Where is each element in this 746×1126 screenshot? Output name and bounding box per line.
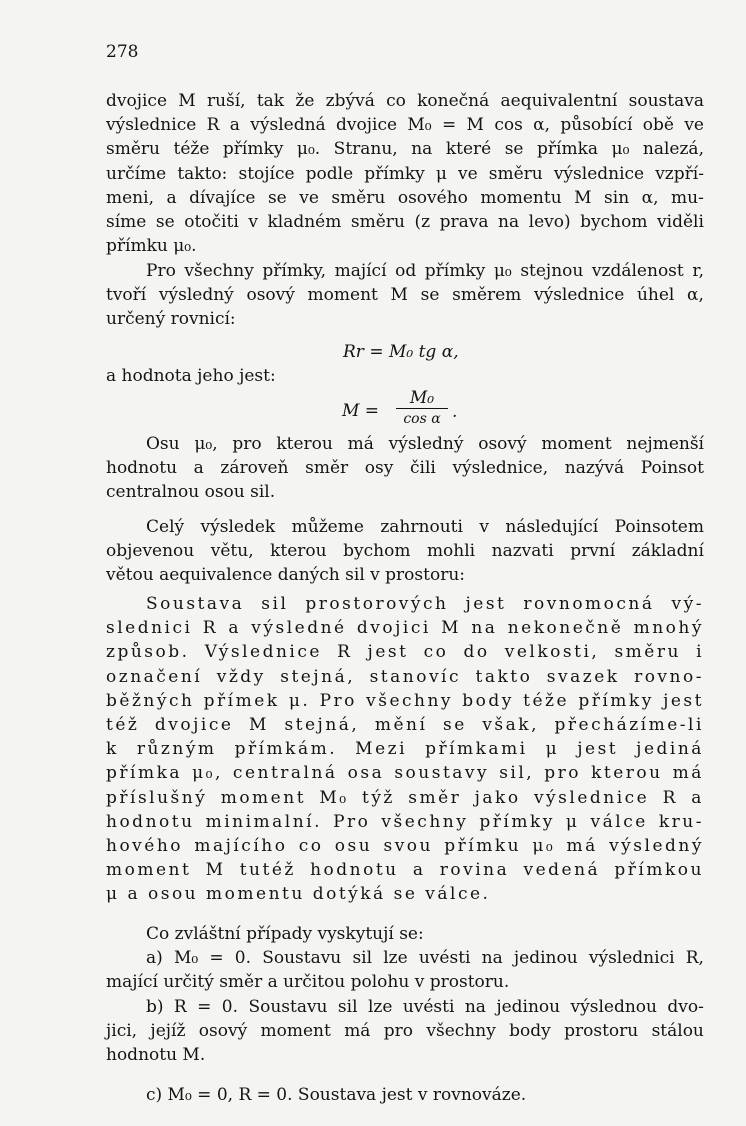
page-number: 278	[106, 42, 139, 62]
text-line: způsob. Výslednice R jest co do velkosti, směru i	[106, 642, 704, 663]
text-line: Soustava sil prostorových jest rovnomocná vý-	[146, 594, 704, 614]
text-line: Osu μ₀, pro kterou má výsledný osový moment nejmenší	[146, 434, 704, 454]
special-cases	[106, 922, 704, 1107]
text-line: tvoří výsledný osový moment M se směrem výslednice úhel α,	[106, 285, 704, 306]
fraction-numerator: M₀	[396, 388, 448, 409]
text-line: výslednice R a výsledná dvojice M₀ = M cos α, působící obě ve	[106, 115, 704, 136]
text-line: určený rovnicí:	[106, 309, 236, 330]
text-line: hodnotu M.	[106, 1044, 206, 1065]
text-line: dvojice M ruší, tak že zbývá co konečná aequivalentní soustava	[106, 91, 704, 111]
text-line: přímku μ₀.	[106, 236, 197, 257]
paragraph-3	[106, 432, 704, 505]
text-line: k různým přímkám. Mezi přímkami μ jest jediná	[106, 739, 704, 760]
case-a: a) M₀ = 0. Soustavu sil lze uvésti na jedinou výslednici R,	[146, 948, 704, 969]
text-line: síme se otočiti v kladném směru (z prava na levo) bychom viděli	[106, 211, 704, 232]
fraction-denominator: cos α	[403, 411, 441, 427]
case-b: b) R = 0. Soustavu sil lze uvésti na jedinou výslednou dvo-	[146, 996, 704, 1017]
text-line: Celý výsledek můžeme zahrnouti v následující Poinsotem	[146, 517, 704, 537]
text-line: větou aequivalence daných sil v prostoru:	[106, 565, 466, 586]
text-line: přímka μ₀, centralná osa soustavy sil, pro kterou má	[106, 763, 704, 784]
value-lead-text: a hodnota jeho jest:	[106, 366, 276, 386]
text-line: objevenou větu, kterou bychom mohli nazvati první základní	[106, 541, 704, 562]
text-line: jici, jejíž osový moment má pro všechny body prostoru stálou	[106, 1020, 704, 1041]
equation-m-lhs: M =	[342, 401, 380, 421]
text-line: hodnotu a zároveň směr osy čili výslednice, nazývá Poinsot	[106, 458, 704, 479]
paragraph-2	[106, 259, 704, 332]
text-line: Co zvláštní případy vyskytují se:	[146, 924, 424, 944]
text-line: meni, a dívajíce se ve směru osového momentu M sin α, mu-	[106, 187, 704, 208]
text-line: slednici R a výsledné dvojici M na nekonečně mnohý	[106, 618, 704, 639]
text-line: Pro všechny přímky, mající od přímky μ₀ stejnou vzdálenost r,	[146, 261, 704, 281]
text-line: moment M tutéž hodnotu a rovina vedená přímkou	[106, 860, 704, 881]
equation-rr: Rr = M₀ tg α,	[343, 342, 459, 362]
text-line: běžných přímek μ. Pro všechny body téže přímky jest	[106, 690, 704, 711]
theorem	[106, 592, 704, 906]
text-line: směru téže přímky μ₀. Stranu, na které se přímka μ₀ nalezá,	[106, 139, 704, 160]
text-line: centralnou osou sil.	[106, 482, 276, 503]
text-line: určíme takto: stojíce podle přímky μ ve směru výslednice vzpří-	[106, 163, 704, 184]
text-line: příslušný moment M₀ týž směr jako výslednice R a	[106, 787, 704, 808]
text-line: též dvojice M stejná, mění se však, přecházíme-li	[106, 714, 704, 735]
paragraph-4	[106, 515, 704, 588]
text-line: mající určitý směr a určitou polohu v prostoru.	[106, 972, 510, 993]
text-line: hodnotu minimalní. Pro všechny přímky μ válce kru-	[106, 811, 704, 832]
equation-m-fraction	[396, 388, 448, 427]
text-line: hového majícího co osu svou přímku μ₀ má výsledný	[106, 835, 704, 856]
paragraph-1	[106, 89, 704, 258]
text-line: označení vždy stejná, stanovíc takto svazek rovno-	[106, 666, 704, 687]
case-c: c) M₀ = 0, R = 0. Soustava jest v rovnováze.	[146, 1085, 527, 1106]
text-line: μ a osou momentu dotýká se válce.	[106, 884, 491, 905]
equation-m-tail: .	[452, 402, 458, 422]
